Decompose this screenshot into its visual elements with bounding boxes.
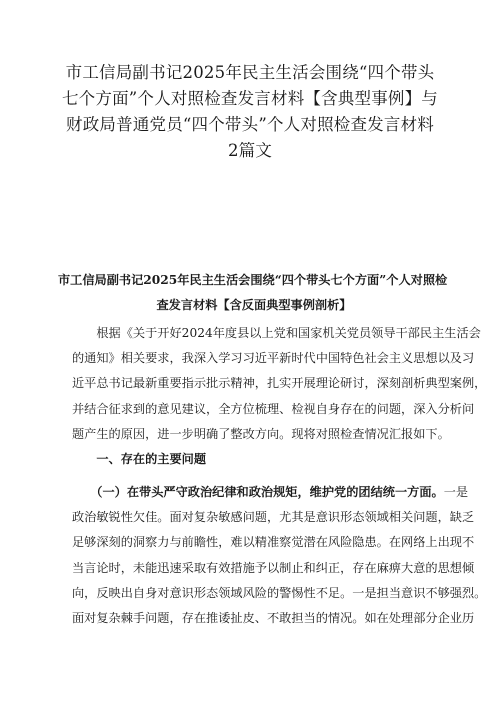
section-title: 一、存在的主要问题 xyxy=(72,452,207,467)
subsection-title: （一）在带头严守政治纪律和政治规矩，维护党的团结统一方面。 xyxy=(72,485,444,499)
document-title xyxy=(50,60,450,164)
title-line: 市工信局副书记2025年民主生活会围绕“四个带头 xyxy=(65,63,435,82)
paragraph-line: 并结合征求到的意见建议，全方位梳理、检视自身存在的问题，深入分析问 xyxy=(72,401,475,416)
paragraph-line: 政治敏锐性欠佳。面对复杂敏感问题，尤其是意识形态领域相关问题，缺乏 xyxy=(72,510,475,525)
paragraph-line: 足够深刻的洞察力与前瞻性，难以精准察觉潜在风险隐患。在网络上出现不 xyxy=(72,535,475,550)
paragraph-line: 根据《关于开好2024年度县以上党和国家机关党员领导干部民主生活会 xyxy=(72,326,481,340)
paragraph-line: 当言论时，未能迅速采取有效措施予以制止和纠正，存在麻痹大意的思想倾 xyxy=(72,560,475,575)
paragraph-line: 题产生的原因，进一步明确了整改方向。现将对照检查情况汇报如下。 xyxy=(72,426,450,441)
title-line: 2篇文 xyxy=(227,141,273,160)
title-line: 财政局普通党员“四个带头”个人对照检查发言材料 xyxy=(66,115,434,134)
paragraph-line: 向，反映出自身对意识形态领域风险的警惕性不足。一是担当意识不够强烈。 xyxy=(72,585,487,600)
paragraph-line: 的通知》相关要求，我深入学习习近平新时代中国特色社会主义思想以及习 xyxy=(72,351,475,366)
article-heading xyxy=(58,268,448,318)
paragraph-line: 面对复杂棘手问题，存在推诿扯皮、不敢担当的情况。如在处理部分企业历 xyxy=(72,611,475,626)
subsection-continuation: 一是 xyxy=(443,485,469,499)
subsection-line xyxy=(72,480,469,505)
heading-line: 市工信局副书记2025年民主生活会围绕“四个带头七个方面”个人对照检 xyxy=(58,273,448,287)
paragraph-line: 近平总书记最新重要指示批示精神，扎实开展理论研讨，深刻剖析典型案例， xyxy=(72,376,487,391)
problem-paragraph xyxy=(72,480,487,631)
heading-line: 查发言材料【含反面典型事例剖析】 xyxy=(156,298,352,312)
intro-paragraph xyxy=(72,321,487,472)
title-line: 七个方面”个人对照检查发言材料【含典型事例】与 xyxy=(61,89,439,108)
